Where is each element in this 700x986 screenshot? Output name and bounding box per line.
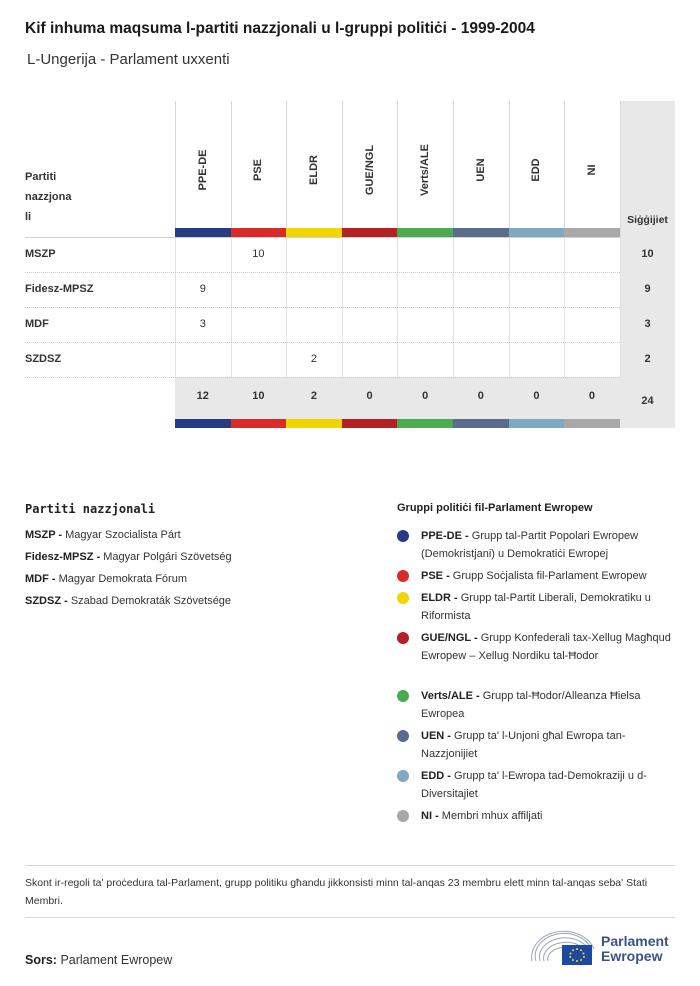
group-color-bar [231, 228, 287, 237]
group-color-bar [286, 228, 342, 237]
group-name: Membri mhux affiljati [441, 810, 543, 822]
row-total-seats: 3 [644, 318, 651, 330]
group-color-bar-bottom [397, 419, 453, 428]
footnote-divider-top [25, 865, 675, 866]
group-color-dot [397, 810, 409, 822]
group-total: 0 [422, 390, 429, 402]
row-divider [25, 272, 620, 273]
group-color-bar [509, 228, 565, 237]
group-header-label: EDD [530, 158, 543, 182]
footnote-divider-bottom [25, 917, 675, 918]
parliament-hemicycle-icon [530, 927, 596, 969]
source-value: Parlament Ewropew [60, 953, 173, 967]
source-label: Sors: [25, 953, 57, 967]
group-color-dot [397, 770, 409, 782]
group-color-bar-bottom [175, 419, 231, 428]
national-party-abbr: MSZP - [25, 529, 63, 541]
page-title: Kif inhuma maqsuma l-partiti nazzjonali u l-gruppi politiċi - 1999-2004 [25, 20, 535, 37]
national-party-legend-item [25, 529, 181, 541]
seats-column-header: Siġġijiet [627, 214, 668, 226]
distribution-table [25, 101, 675, 429]
group-header-edd [509, 125, 565, 215]
group-color-dot [397, 592, 409, 604]
group-name: Grupp tal-Ħodor/Alleanza Ħielsa Ewropea [421, 690, 641, 720]
row-divider [25, 307, 620, 308]
group-name: Grupp tal-Partit Popolari Ewropew (Demokristjani) u Demokratiċi Ewropej [421, 530, 639, 560]
group-header-pse [231, 125, 287, 215]
national-party-abbr: Fidesz-MPSZ - [25, 551, 101, 563]
group-header-label: Verts/ALE [419, 144, 432, 196]
group-name: Grupp Soċjalista fil-Parlament Ewropew [452, 570, 647, 582]
group-header-label: PSE [252, 158, 265, 182]
group-abbr: PSE - [421, 570, 450, 582]
national-party-legend-item [25, 573, 187, 585]
group-abbr: ELDR - [421, 592, 458, 604]
group-color-dot [397, 730, 409, 742]
group-color-dot [397, 690, 409, 702]
row-party-label: MDF [25, 318, 49, 330]
group-color-bar-bottom [509, 419, 565, 428]
group-total: 10 [252, 390, 265, 402]
group-color-bar [453, 228, 509, 237]
group-legend-text [421, 767, 679, 803]
national-party-name: Szabad Demokraták Szövetsége [70, 595, 232, 607]
group-header-label: ELDR [307, 155, 320, 185]
group-total: 0 [533, 390, 540, 402]
group-header-eldr [286, 125, 342, 215]
group-abbr: EDD - [421, 770, 451, 782]
row-party-label: SZDSZ [25, 353, 62, 365]
group-color-bar-bottom [564, 419, 620, 428]
national-party-abbr: SZDSZ - [25, 595, 68, 607]
row-total-seats: 9 [644, 283, 651, 295]
group-color-bar-bottom [342, 419, 398, 428]
parliament-logo [530, 927, 680, 969]
group-header-label: GUE/NGL [363, 144, 376, 196]
national-party-legend-item [25, 595, 231, 607]
group-abbr: UEN - [421, 730, 451, 742]
group-header-label: PPE-DE [196, 149, 209, 191]
group-color-bar [564, 228, 620, 237]
group-legend-text [421, 629, 679, 665]
group-header-label: UEN [474, 158, 487, 182]
group-legend-text [421, 807, 679, 825]
page-subtitle: L-Ungerija - Parlament uxxenti [27, 51, 230, 68]
group-legend-text [421, 727, 679, 763]
group-name: Grupp tal-Partit Liberali, Demokratiku u Riformista [421, 592, 651, 622]
group-color-dot [397, 632, 409, 644]
group-total: 0 [366, 390, 373, 402]
row-total-seats: 2 [644, 353, 651, 365]
group-color-bar-bottom [286, 419, 342, 428]
group-color-bar-bottom [231, 419, 287, 428]
national-party-legend-item [25, 551, 232, 563]
national-party-name: Magyar Polgári Szövetség [103, 551, 232, 563]
group-abbr: PPE-DE - [421, 530, 469, 542]
group-header-ni [564, 125, 620, 215]
national-party-name: Magyar Szocialista Párt [65, 529, 181, 541]
table-cell: 3 [199, 318, 206, 330]
group-color-dot [397, 570, 409, 582]
group-abbr: Verts/ALE - [421, 690, 480, 702]
national-party-abbr: MDF - [25, 573, 56, 585]
group-total: 2 [310, 390, 318, 402]
group-header-vertsale [397, 125, 453, 215]
group-name: Grupp ta' l-Unjoni għal Ewropa tan-Nazzjonijiet [421, 730, 626, 760]
row-total-seats: 10 [641, 248, 654, 260]
row-party-label: MSZP [25, 248, 56, 260]
group-total: 0 [477, 390, 484, 402]
table-cell: 10 [252, 248, 265, 260]
row-party-label: Fidesz-MPSZ [25, 283, 94, 295]
column-divider [620, 101, 621, 237]
group-color-bar [342, 228, 398, 237]
group-header-ppede [175, 125, 231, 215]
groups-legend-title: Gruppi politiċi fil-Parlament Ewropew [397, 502, 593, 514]
group-color-bar-bottom [453, 419, 509, 428]
logo-wordmark: Parlament Ewropew [601, 933, 669, 964]
group-legend-text [421, 687, 679, 723]
group-color-bar [397, 228, 453, 237]
national-party-name: Magyar Demokrata Fórum [58, 573, 187, 585]
header-divider [25, 237, 620, 238]
group-header-label: NI [585, 164, 598, 176]
footnote: Skont ir-regoli ta' proċedura tal-Parlament, grupp politiku għandu jikkonsisti minn tal-anqas 23 membru elett minn tal-anqas seba' Stati Membri. [25, 877, 648, 907]
group-name: Grupp Konfederali tax-Xellug Magħqud Ewropew – Xellug Nordiku tal-Ħodor [421, 632, 671, 662]
grand-total: 24 [641, 395, 654, 407]
party-column-header: Partiti nazzjona li [25, 171, 72, 223]
group-legend-text [421, 589, 679, 625]
group-abbr: NI - [421, 810, 439, 822]
group-color-dot [397, 530, 409, 542]
group-name: Grupp ta' l-Ewropa tad-Demokraziji u d-Diversitajiet [421, 770, 647, 800]
group-header-uen [453, 125, 509, 215]
table-cell: 2 [310, 353, 318, 365]
group-legend-text [421, 567, 679, 585]
source-line [25, 953, 172, 967]
group-total: 12 [196, 390, 209, 402]
row-divider [25, 377, 620, 378]
national-parties-legend-title: Partiti nazzjonali [25, 502, 156, 516]
group-abbr: GUE/NGL - [421, 632, 478, 644]
group-color-bar [175, 228, 231, 237]
table-cell: 9 [199, 283, 206, 295]
group-total: 0 [588, 390, 596, 402]
group-header-guengl [342, 125, 398, 215]
group-legend-text [421, 527, 679, 563]
